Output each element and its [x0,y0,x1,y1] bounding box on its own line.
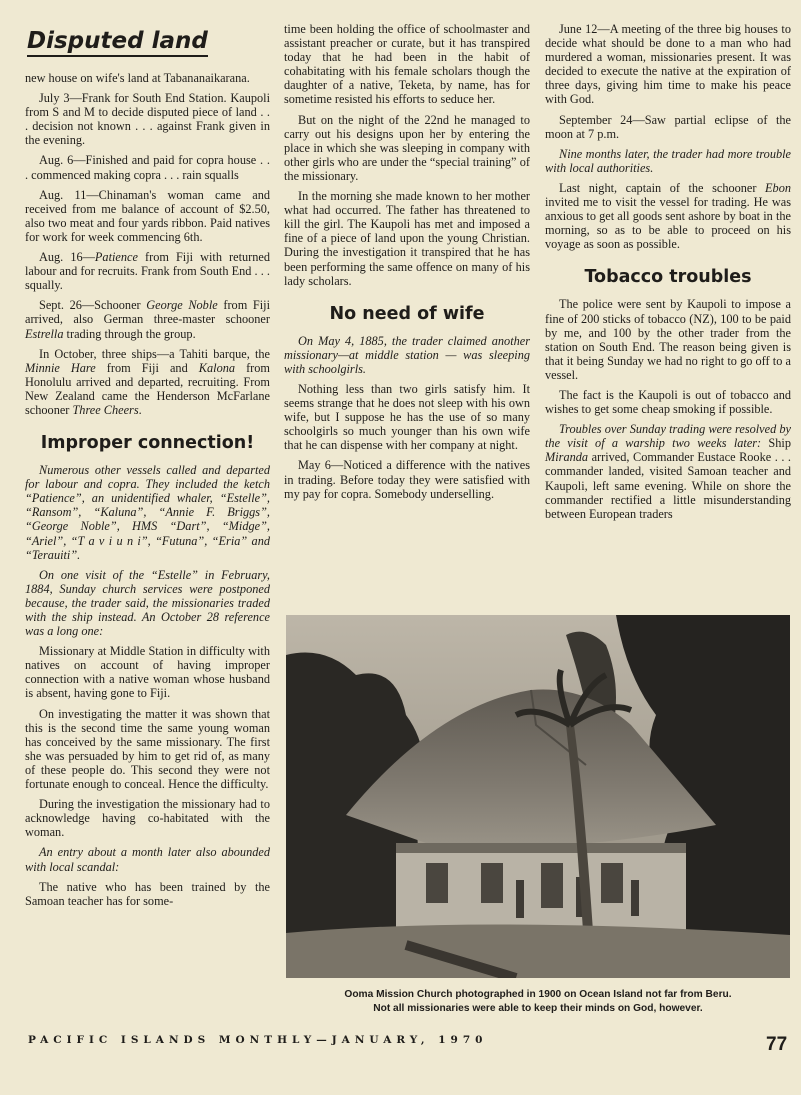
paragraph: new house on wife's land at Tabananaikarana. [25,71,250,85]
text-run: Last night, captain of the schooner [559,180,766,195]
paragraph: June 12—A meeting of the three big houses to decide what should be done to a man who had murdered a woman, missionaries present. It was decided to execute the native at the expiration of three days, giving him time to make his peace with God. [545,22,791,107]
text-run: from Fiji with returned labour and for recruits. Frank from South End . . . squally. [25,250,271,293]
church-photo-image [286,615,790,978]
heading-no-need-of-wife: No need of wife [329,303,485,324]
paragraph: In the morning she made known to her mother what had occurred. The father has threatened to kill the girl. The Kaupoli has met and imposed a fine of a piece of land upon the young Christian. During the investigation it transpired that he has been performing the same offence on many of his lady scholars. [284,189,530,288]
paragraph: July 3—Frank for South End Station. Kaupoli from S and M to decide disputed piece of land . . . decision not known . . . against Frank given in the evening. [25,91,270,148]
paragraph: Nothing less than two girls satisfy him. It seems strange that he does not sleep with his own wife, but I suppose he has the use of so many schoolgirls so much younger than his own wife that he can dispense with her company at night. [284,381,530,453]
ship-name: Kalona [198,360,236,375]
heading-improper-connection: Improper connection! [40,433,255,454]
heading-disputed-land: Disputed land [27,28,208,57]
text-run: trading through the group. [63,326,196,341]
text-run: invited me to visit the vessel for trading. He was anxious to get all goods sent ashore by boat in the morning, so as to be able to proceed on his voyage as soon as possible. [545,195,791,252]
ship-name: Estrella [25,326,64,341]
caption-line: Not all missionaries were able to keep their minds on God, however. [373,1003,703,1014]
text-run: from Honolulu arrived and departed, recruiting. From New Zealand came the Henderson McFarlane schooner [25,360,270,417]
paragraph: Aug. 6—Finished and paid for copra house . . . commenced making copra . . . rain squalls [25,153,270,182]
page-number: 77 [766,1034,788,1055]
paragraph [25,298,270,340]
caption-line: Ooma Mission Church photographed in 1900 on Ocean Island not far from Beru. [344,989,732,1000]
ship-name: Miranda [545,450,589,465]
column-1 [25,22,270,914]
paragraph: On investigating the matter it was shown that this is the second time the same young woman has conceived by the same missionary. The first she was persuaded by him to get rid of, as many of these people do. This second they were not fortunate enough to conceal. Hence the difficulty. [25,706,270,792]
paragraph-italic: Numerous other vessels called and departed for labour and copra. They included the ketch “Patience”, an unidentified whaler, “Estelle”, “Ransom”, “Kaluna”, “Annie F. Briggs”, “George Noble”, HMS “Dart”, “Midge”, “Ariel”, “T a v i u n i”, “Futuna”, “Eria” and “Terauiti”. [25,463,270,562]
paragraph: During the investigation the missionary had to acknowledge having co-habitated with the woman. [25,797,270,840]
paragraph-italic: On one visit of the “Estelle” in February, 1884, Sunday church services were postponed because, the trader said, the missionaries traded with the ship instead. An October 28 reference was a long one: [25,567,270,639]
ship-name: Three Cheers [72,402,139,417]
publication-footer: PACIFIC ISLANDS MONTHLY—JANUARY, 1970 [28,1034,488,1046]
paragraph: September 24—Saw partial eclipse of the moon at 7 p.m. [545,112,791,141]
column-3 [545,22,791,527]
text-run: Aug. 16— [39,250,95,265]
text-run: from Fiji arrived, also German three-master schooner [25,298,271,327]
ship-name: Minnie Hare [25,360,96,375]
text-run: . [138,402,142,417]
text-run: In October, three ships—a Tahiti barque, the [39,346,270,361]
paragraph: Missionary at Middle Station in difficulty with natives on account of having improper connection with a native woman whose husband is absent, having gone to Fiji. [25,644,270,701]
paragraph [545,422,791,521]
text-run-italic: Troubles over Sunday trading were resolved by the visit of a warship two weeks later: [545,422,791,451]
paragraph: The fact is the Kaupoli is out of tobacco and wishes to get some cheap smoking if possible. [545,387,791,417]
photo-caption [284,988,792,1016]
paragraph: The police were sent by Kaupoli to impose a fine of 200 sticks of tobacco (NZ), 100 to be paid by me, and 100 by the other trader from the station on South End. The reason being given is that it being Sunday we had no right to go off to a vessel. [545,297,791,382]
text-run: Ship [761,436,791,451]
paragraph-italic: An entry about a month later also abounded with local scandal: [25,845,270,874]
text-run: Sept. 26—Schooner [39,298,147,313]
paragraph: The native who has been trained by the Samoan teacher has for some- [25,879,270,908]
photo-ooma-mission-church [286,615,790,978]
paragraph-italic: Nine months later, the trader had more trouble with local authorities. [545,146,791,175]
text-run: arrived, Commander Eustace Rooke . . . commander landed, visited Samoan teacher and Kaupoli, left same evening. While on shore the commander rectified a little misunderstanding between European traders [545,450,791,521]
paragraph [25,347,270,417]
paragraph: time been holding the office of schoolmaster and assistant preacher or curate, but it has transpired today that he had been in the habit of cohabitating with his female scholars though the daughter of a native, Teketa, by name, has for sometime resisted his efforts to seduce her. [284,22,530,107]
ship-name: Ebon [765,180,791,195]
heading-tobacco-troubles: Tobacco troubles [584,267,752,288]
ship-name: Patience [94,250,138,265]
paragraph: May 6—Noticed a difference with the natives in trading. Before today they were satisfied with my pay for copra. Somebody underselling. [284,458,530,501]
paragraph: Aug. 11—Chinaman's woman came and received from me balance of account of $2.50, also two meat and four yards ribbon. Paid natives for work for week commencing 6th. [25,187,270,244]
column-2 [284,22,530,507]
text-run: from Fiji and [95,360,199,375]
paragraph: But on the night of the 22nd he managed to carry out his designs upon her by entering the place in which she was sleeping in company with other girls who are under the “special training” of the missionary. [284,112,530,183]
paragraph [545,181,791,251]
ship-name: George Noble [146,298,218,313]
paragraph [25,250,270,292]
paragraph-italic: On May 4, 1885, the trader claimed another missionary—at middle station — was sleeping with schoolgirls. [284,333,530,376]
